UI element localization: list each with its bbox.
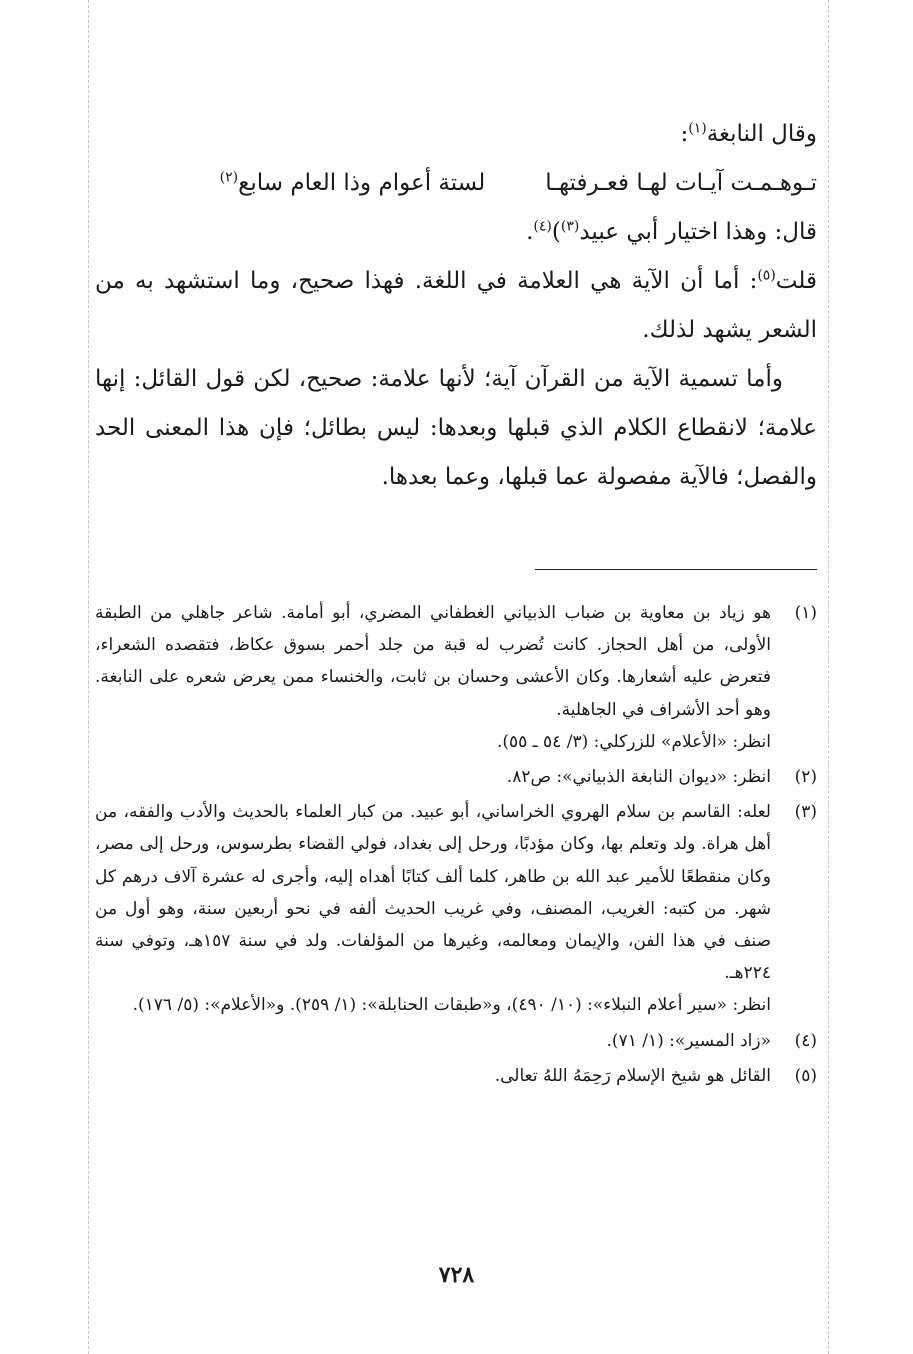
footnote-3: [95, 796, 817, 1021]
footnote-body: [95, 796, 771, 1021]
footnote-text: لعله: القاسم بن سلام الهروي الخراساني، أبو عبيد. من كبار العلماء بالحديث والأدب والفقه، من أهل هراة. ولد وتعلم بها، وكان مؤدبًا، ورحل إلى بغداد، فولي القضاء بطرسوس، ورحل إلى مصر، وكان منقطعًا للأمير عبد الله بن طاهر، كلما ألف كتابًا أهداه إليه، وأجرى له عشرة آلاف درهم كل شهر. من كتبه: الغريب، المصنف، وفي غريب الحديث ألفه في نحو أربعين سنة، وهو أول من صنف في هذا الفن، والإيمان ومعالمه، وغيرها من المؤلفات. ولد في سنة ١٥٧هـ، وتوفي سنة ٢٢٤هـ.: [95, 802, 772, 984]
footnote-mark-3[interactable]: (٣): [560, 218, 580, 235]
abu-ubaid-text: قال: وهذا اختيار أبي عبيد: [579, 219, 817, 245]
footnote-4: [95, 1025, 817, 1057]
poet-intro-text: وقال النابغة: [706, 121, 817, 147]
footnote-number: (٢): [794, 767, 817, 788]
footnote-body: [95, 1060, 771, 1092]
commentary-paragraph: [95, 257, 817, 355]
footnote-body: [95, 597, 771, 758]
naming-paragraph: وأما تسمية الآية من القرآن آية؛ لأنها علامة: صحيح، لكن قول القائل: إنها علامة؛ لانقطاع الكلام الذي قبلها وبعدها: ليس بطائل؛ فإن هذا المعنى الحد والفصل؛ فالآية مفصولة عما قبلها، وعما بعدها.: [95, 366, 817, 490]
verse-second-hemistich-wrap: [220, 159, 486, 208]
footnote-text: انظر: «ديوان النابغة الذبياني»: ص٨٢.: [506, 767, 771, 788]
footnote-number: (٥): [794, 1065, 817, 1086]
page-number: ٧٢٨: [438, 1262, 475, 1288]
footnote-text: هو زياد بن معاوية بن ضباب الذبياني الغطفاني المضري، أبو أمامة. شاعر جاهلي من الطبقة الأولى، من أهل الحجاز. كانت تُضرب له قبة من جلد أحمر بسوق عكاظ، فتقصده الشعراء، فتعرض عليه أشعارها. وكان الأعشى وحسان بن ثابت، والخنساء ممن يعرض شعره على النابغة. وهو أحد الأشراف في الجاهلية.: [95, 603, 771, 720]
footnote-number: (٤): [794, 1030, 817, 1051]
closing-paren: ): [551, 219, 561, 245]
period: .: [526, 219, 534, 245]
footnote-separator: [535, 569, 817, 570]
footnote-reference: انظر: «سير أعلام النبلاء»: (١٠/ ٤٩٠)، و«طبقات الحنابلة»: (١/ ٢٥٩). و«الأعلام»: (٥/ ١٧٦).: [132, 995, 771, 1016]
footnote-body: [95, 761, 771, 793]
footnote-1: [95, 597, 817, 758]
scan-guide-line-left: [88, 0, 89, 1354]
main-text: [95, 110, 817, 502]
footnote-reference: انظر: «الأعلام» للزركلي: (٣/ ٥٤ ـ ٥٥).: [496, 731, 771, 752]
poet-intro-colon: :: [680, 121, 689, 147]
footnote-mark-2[interactable]: (٢): [219, 169, 239, 186]
commentary-text: : أما أن الآية هي العلامة في اللغة. فهذا صحيح، وما استشهد به من الشعر يشهد لذلك.: [95, 268, 817, 343]
footnote-2: [95, 761, 817, 793]
commentary-lead: قلت: [775, 268, 817, 294]
footnotes: [95, 597, 817, 1092]
footnote-number: (١): [794, 603, 817, 623]
verse-first-hemistich: تـوهـمـت آيـات لهـا فعـرفتهـا: [545, 170, 817, 196]
footnote-mark-1[interactable]: (١): [688, 120, 707, 137]
footnote-mark-5[interactable]: (٥): [757, 267, 776, 284]
footnote-body: [95, 1025, 771, 1057]
footnote-number: (٣): [794, 802, 817, 823]
poet-intro: [95, 110, 817, 159]
poem-verse: [95, 159, 817, 208]
verse-second-hemistich: لستة أعوام وذا العام سابع: [238, 170, 486, 196]
footnote-5: [95, 1060, 817, 1092]
abu-ubaid-paragraph: [95, 208, 817, 257]
footnote-text: القائل هو شيخ الإسلام رَحِمَهُ اللهُ تعالى.: [494, 1065, 771, 1086]
footnote-mark-4[interactable]: (٤): [533, 218, 552, 235]
scan-guide-line-right: [828, 0, 829, 1354]
footnote-text: «زاد المسير»: (١/ ٧١).: [606, 1030, 771, 1051]
